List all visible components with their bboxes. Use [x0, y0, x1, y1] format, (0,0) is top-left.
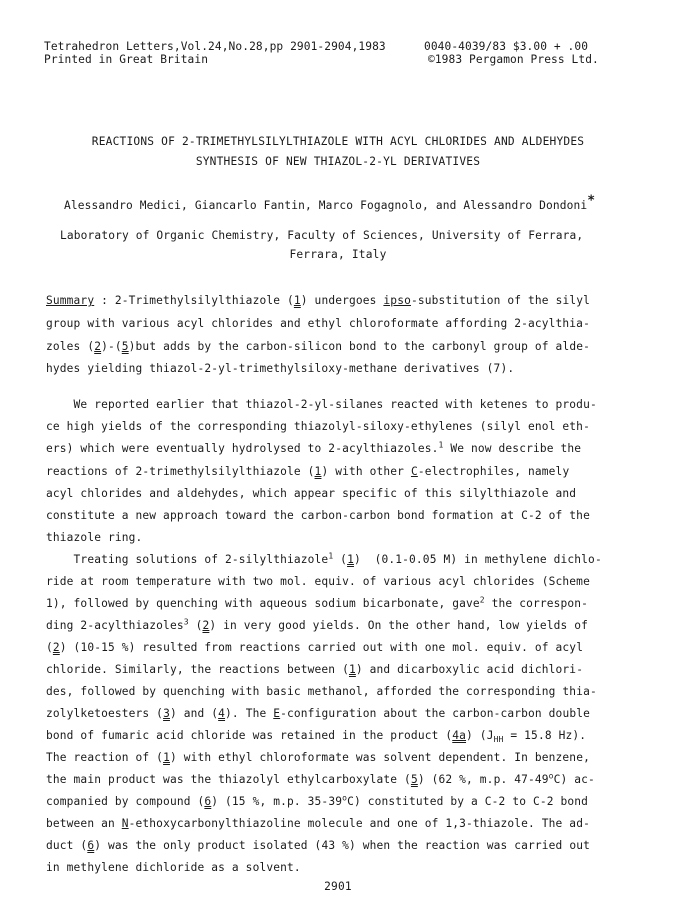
- para2-line-5: (2) (10-15 %) resulted from reactions carried out with one mol. equiv. of acyl: [46, 641, 584, 654]
- summary-line-3: zoles (2)-(5)but adds by the carbon-silicon bond to the carbonyl group of alde-: [46, 340, 590, 353]
- para2-line-11: the main product was the thiazolyl ethylcarboxylate (5) (62 %, m.p. 47-49$^o$C) ac-: [46, 771, 595, 786]
- affiliation-line-1: Laboratory of Organic Chemistry, Faculty of Sciences, University of Ferrara,: [60, 229, 584, 242]
- para1-line-2: ce high yields of the corresponding thiazolyl-siloxy-ethylenes (silyl enol eth-: [46, 420, 590, 433]
- copyright-notice: ©1983 Pergamon Press Ltd.: [428, 53, 599, 66]
- summary-line-4: hydes yielding thiazol-2-yl-trimethylsiloxy-methane derivatives (7).: [46, 362, 515, 375]
- para1-line-1: We reported earlier that thiazol-2-yl-silanes reacted with ketenes to produ-: [46, 398, 597, 411]
- page-number: 2901: [324, 880, 352, 893]
- para2-line-12: companied by compound (6) (15 %, m.p. 35-39$^o$C) constituted by a C-2 to C-2 bond: [46, 793, 589, 808]
- para2-line-3: 1), followed by quenching with aqueous sodium bicarbonate, gave$^2$ the correspon-: [46, 595, 589, 610]
- para2-line-14: duct (6) was the only product isolated (43 %) when the reaction was carried out: [46, 839, 590, 852]
- para2-line-6: chloride. Similarly, the reactions between (1) and dicarboxylic acid dichlori-: [46, 663, 584, 676]
- para2-line-8: zolylketoesters (3) and (4). The E-configuration about the carbon-carbon double: [46, 707, 590, 720]
- authors-text: Alessandro Medici, Giancarlo Fantin, Marco Fogagnolo, and Alessandro Dondoni: [64, 199, 588, 212]
- article-title-line-2: SYNTHESIS OF NEW THIAZOL-2-YL DERIVATIVES: [195, 155, 481, 168]
- para1-line-3: ers) which were eventually hydrolysed to 2-acylthiazoles.$^1$ We now describe the: [46, 440, 582, 455]
- summary-line-1: Summary : 2-Trimethylsilylthiazole (1) undergoes ipso-substitution of the silyl: [46, 294, 590, 307]
- issn-price-code: 0040-4039/83 $3.00 + .00: [424, 40, 589, 53]
- para2-line-1: Treating solutions of 2-silylthiazole$^1$ (1) (0.1-0.05 M) in methylene dichlo-: [46, 551, 602, 566]
- affiliation-line-2: Ferrara, Italy: [289, 248, 387, 261]
- para2-line-9: bond of fumaric acid chloride was retained in the product (4a) ($J_{HH} = 15.8$ Hz).: [46, 729, 587, 745]
- para2-line-4: ding 2-acylthiazoles$^3$ (2) in very good yields. On the other hand, low yields of: [46, 617, 589, 632]
- summary-label: Summary: [46, 294, 95, 307]
- para1-line-7: thiazole ring.: [46, 531, 143, 544]
- para2-line-2: ride at room temperature with two mol. equiv. of various acyl chlorides (Scheme: [46, 575, 590, 588]
- author-list: [64, 193, 596, 212]
- summary-line-2: group with various acyl chlorides and ethyl chloroformate affording 2-acylthia-: [46, 317, 590, 330]
- corresponding-author-mark: *: [587, 193, 596, 209]
- article-title-line-1: REACTIONS OF 2-TRIMETHYLSILYLTHIAZOLE WITH ACYL CHLORIDES AND ALDEHYDES: [91, 135, 585, 148]
- para2-line-10: The reaction of (1) with ethyl chloroformate was solvent dependent. In benzene,: [46, 751, 590, 764]
- para2-line-7: des, followed by quenching with basic methanol, afforded the corresponding thia-: [46, 685, 597, 698]
- printed-in: Printed in Great Britain: [44, 53, 209, 66]
- para1-line-5: acyl chlorides and aldehydes, which appear specific of this silylthiazole and: [46, 487, 577, 500]
- para1-line-4: reactions of 2-trimethylsilylthiazole (1) with other C-electrophiles, namely: [46, 465, 570, 478]
- para2-line-15: in methylene dichloride as a solvent.: [46, 861, 301, 874]
- para2-line-13: between an N-ethoxycarbonylthiazoline molecule and one of 1,3-thiazole. The ad-: [46, 817, 590, 830]
- para1-line-6: constitute a new approach toward the carbon-carbon bond formation at C-2 of the: [46, 509, 590, 522]
- journal-citation: Tetrahedron Letters,Vol.24,No.28,pp 2901-2904,1983: [44, 40, 386, 53]
